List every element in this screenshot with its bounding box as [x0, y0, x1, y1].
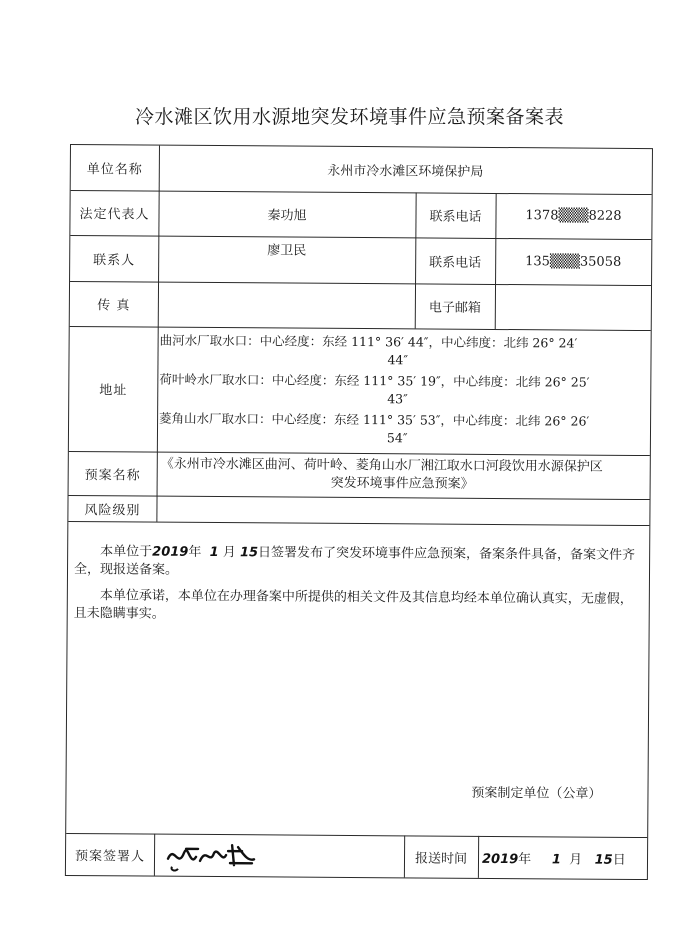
address-line: 菱角山水厂取水口：中心经度：东经 111° 35′ 53″，中心纬度：北纬 26° 26′ [159, 410, 590, 429]
handwritten-signature [164, 839, 260, 874]
commitment-paragraph: 本单位承诺，本单位在办理备案中所提供的相关文件及其信息均经本单位确认真实，无虚假，且未隐瞒事实。 [73, 588, 633, 622]
phone-label-1: 联系电话 [429, 209, 482, 225]
statement-text: 本单位于 [100, 544, 153, 560]
phone-value-1: 1378▒▒▒8228 [525, 208, 622, 224]
handwritten-month: 1 [209, 544, 219, 561]
filing-statement-paragraph [74, 543, 643, 583]
date-text: 月 [569, 852, 583, 868]
address-line-cont: 44″ [387, 352, 409, 368]
handwritten-day: 15 [594, 852, 613, 868]
address-entry-heyeling [159, 371, 644, 410]
contact-person-label: 联系人 [93, 252, 136, 268]
submit-time-label: 报送时间 [414, 850, 468, 867]
phone-label-2: 联系电话 [429, 255, 482, 271]
address-line-cont: 43″ [387, 391, 408, 407]
handwritten-year: 2019 [152, 544, 189, 560]
date-text: 日 [612, 852, 626, 868]
form-title: 冷水滩区饮用水源地突发环境事件应急预案备案表 [134, 106, 564, 128]
address-entry-quhe [159, 332, 644, 371]
address-line: 荷叶岭水厂取水口：中心经度：东经 111° 35′ 19″，中心纬度：北纬 26° 25′ [159, 371, 590, 390]
plan-name-label: 预案名称 [84, 467, 141, 484]
handwritten-month: 1 [551, 852, 561, 868]
plan-name-value [161, 456, 644, 495]
email-label: 电子邮箱 [428, 300, 481, 316]
filing-form-table [65, 144, 653, 880]
risk-level-label: 风险级别 [84, 502, 141, 519]
seal-placeholder-text: 预案制定单位（公章） [471, 785, 602, 802]
statement-text: 月 [222, 545, 236, 561]
submit-time-value [482, 848, 626, 868]
handwritten-day: 15 [239, 545, 259, 561]
legal-representative-value: 秦功旭 [267, 208, 307, 224]
phone-value-2: 135▒▒▒35058 [525, 253, 622, 270]
risk-level-value [156, 496, 649, 525]
unit-name-value: 永州市冷水滩区环境保护局 [327, 163, 484, 180]
legal-representative-label: 法定代表人 [79, 207, 150, 223]
address-line-cont: 54″ [386, 430, 408, 446]
address-entry-lingjiaoshan [159, 410, 644, 449]
statement-text: 年 [188, 544, 202, 560]
handwritten-year: 2019 [481, 851, 519, 868]
plan-name-line: 突发环境事件应急预案》 [330, 475, 474, 492]
fax-value [158, 282, 415, 329]
date-text: 年 [518, 852, 532, 868]
unit-name-label: 单位名称 [86, 162, 143, 178]
address-line: 曲河水厂取水口：中心经度：东经 111° 36′ 44″，中心纬度：北纬 26° 24′ [159, 332, 578, 351]
signature-graphic [164, 839, 260, 874]
plan-name-line: 《永州市冷水滩区曲河、荷叶岭、菱角山水厂湘江取水口河段饮用水源保护区 [160, 456, 603, 475]
email-value [495, 284, 651, 330]
statement-text: 日签署发布了突发环境事件应急预案，备案条件具备，备案文件齐全，现报送备案。 [73, 545, 636, 578]
contact-person-value: 廖卫民 [267, 242, 307, 259]
fax-label: 传 真 [97, 298, 131, 314]
signer-label: 预案签署人 [74, 848, 146, 865]
address-label: 地址 [99, 383, 128, 399]
